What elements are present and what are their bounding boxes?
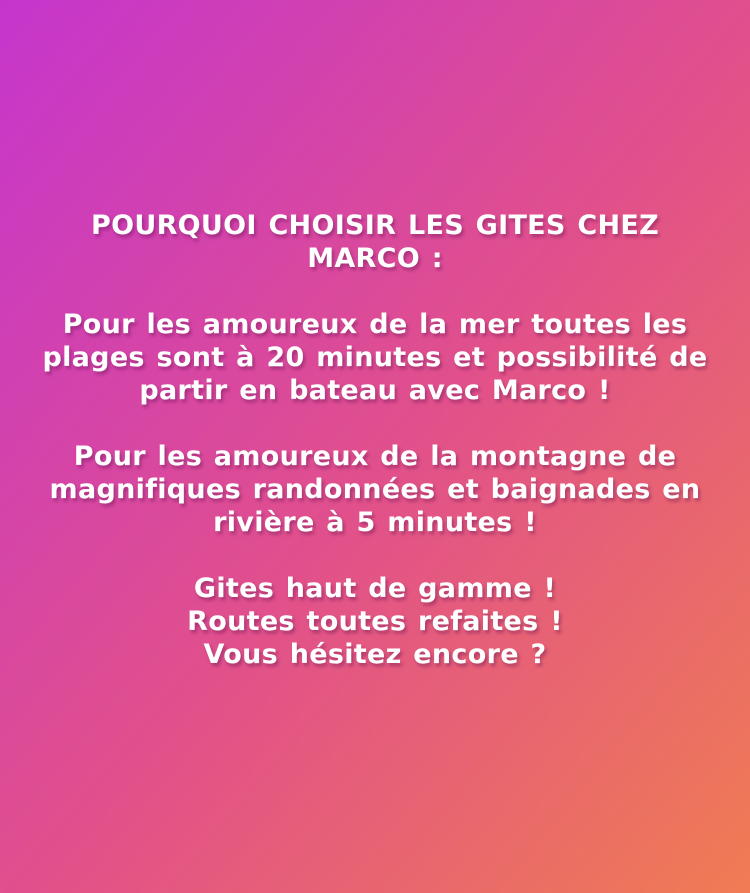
mountain-paragraph-line-3: rivière à 5 minutes ! [213,507,537,538]
closing-line-2: Routes toutes refaites ! [187,606,563,637]
sea-paragraph-line-1: Pour les amoureux de la mer toutes les [62,309,688,340]
mountain-paragraph-line-2: magnifiques randonnées et baignades en [49,474,701,505]
mountain-paragraph-line-1: Pour les amoureux de la montagne de [73,441,677,472]
closing-line-3: Vous hésitez encore ? [203,639,547,670]
title-line-2: MARCO : [307,243,443,274]
sea-paragraph [0,308,750,407]
closing-block [0,572,750,671]
sea-paragraph-line-2: plages sont à 20 minutes et possibilité de [42,342,708,373]
mountain-paragraph [0,440,750,539]
title-line-1: POURQUOI CHOISIR LES GITES CHEZ [91,210,659,241]
sea-paragraph-line-3: partir en bateau avec Marco ! [139,375,611,406]
closing-line-1: Gites haut de gamme ! [193,573,557,604]
story-title [0,209,750,275]
